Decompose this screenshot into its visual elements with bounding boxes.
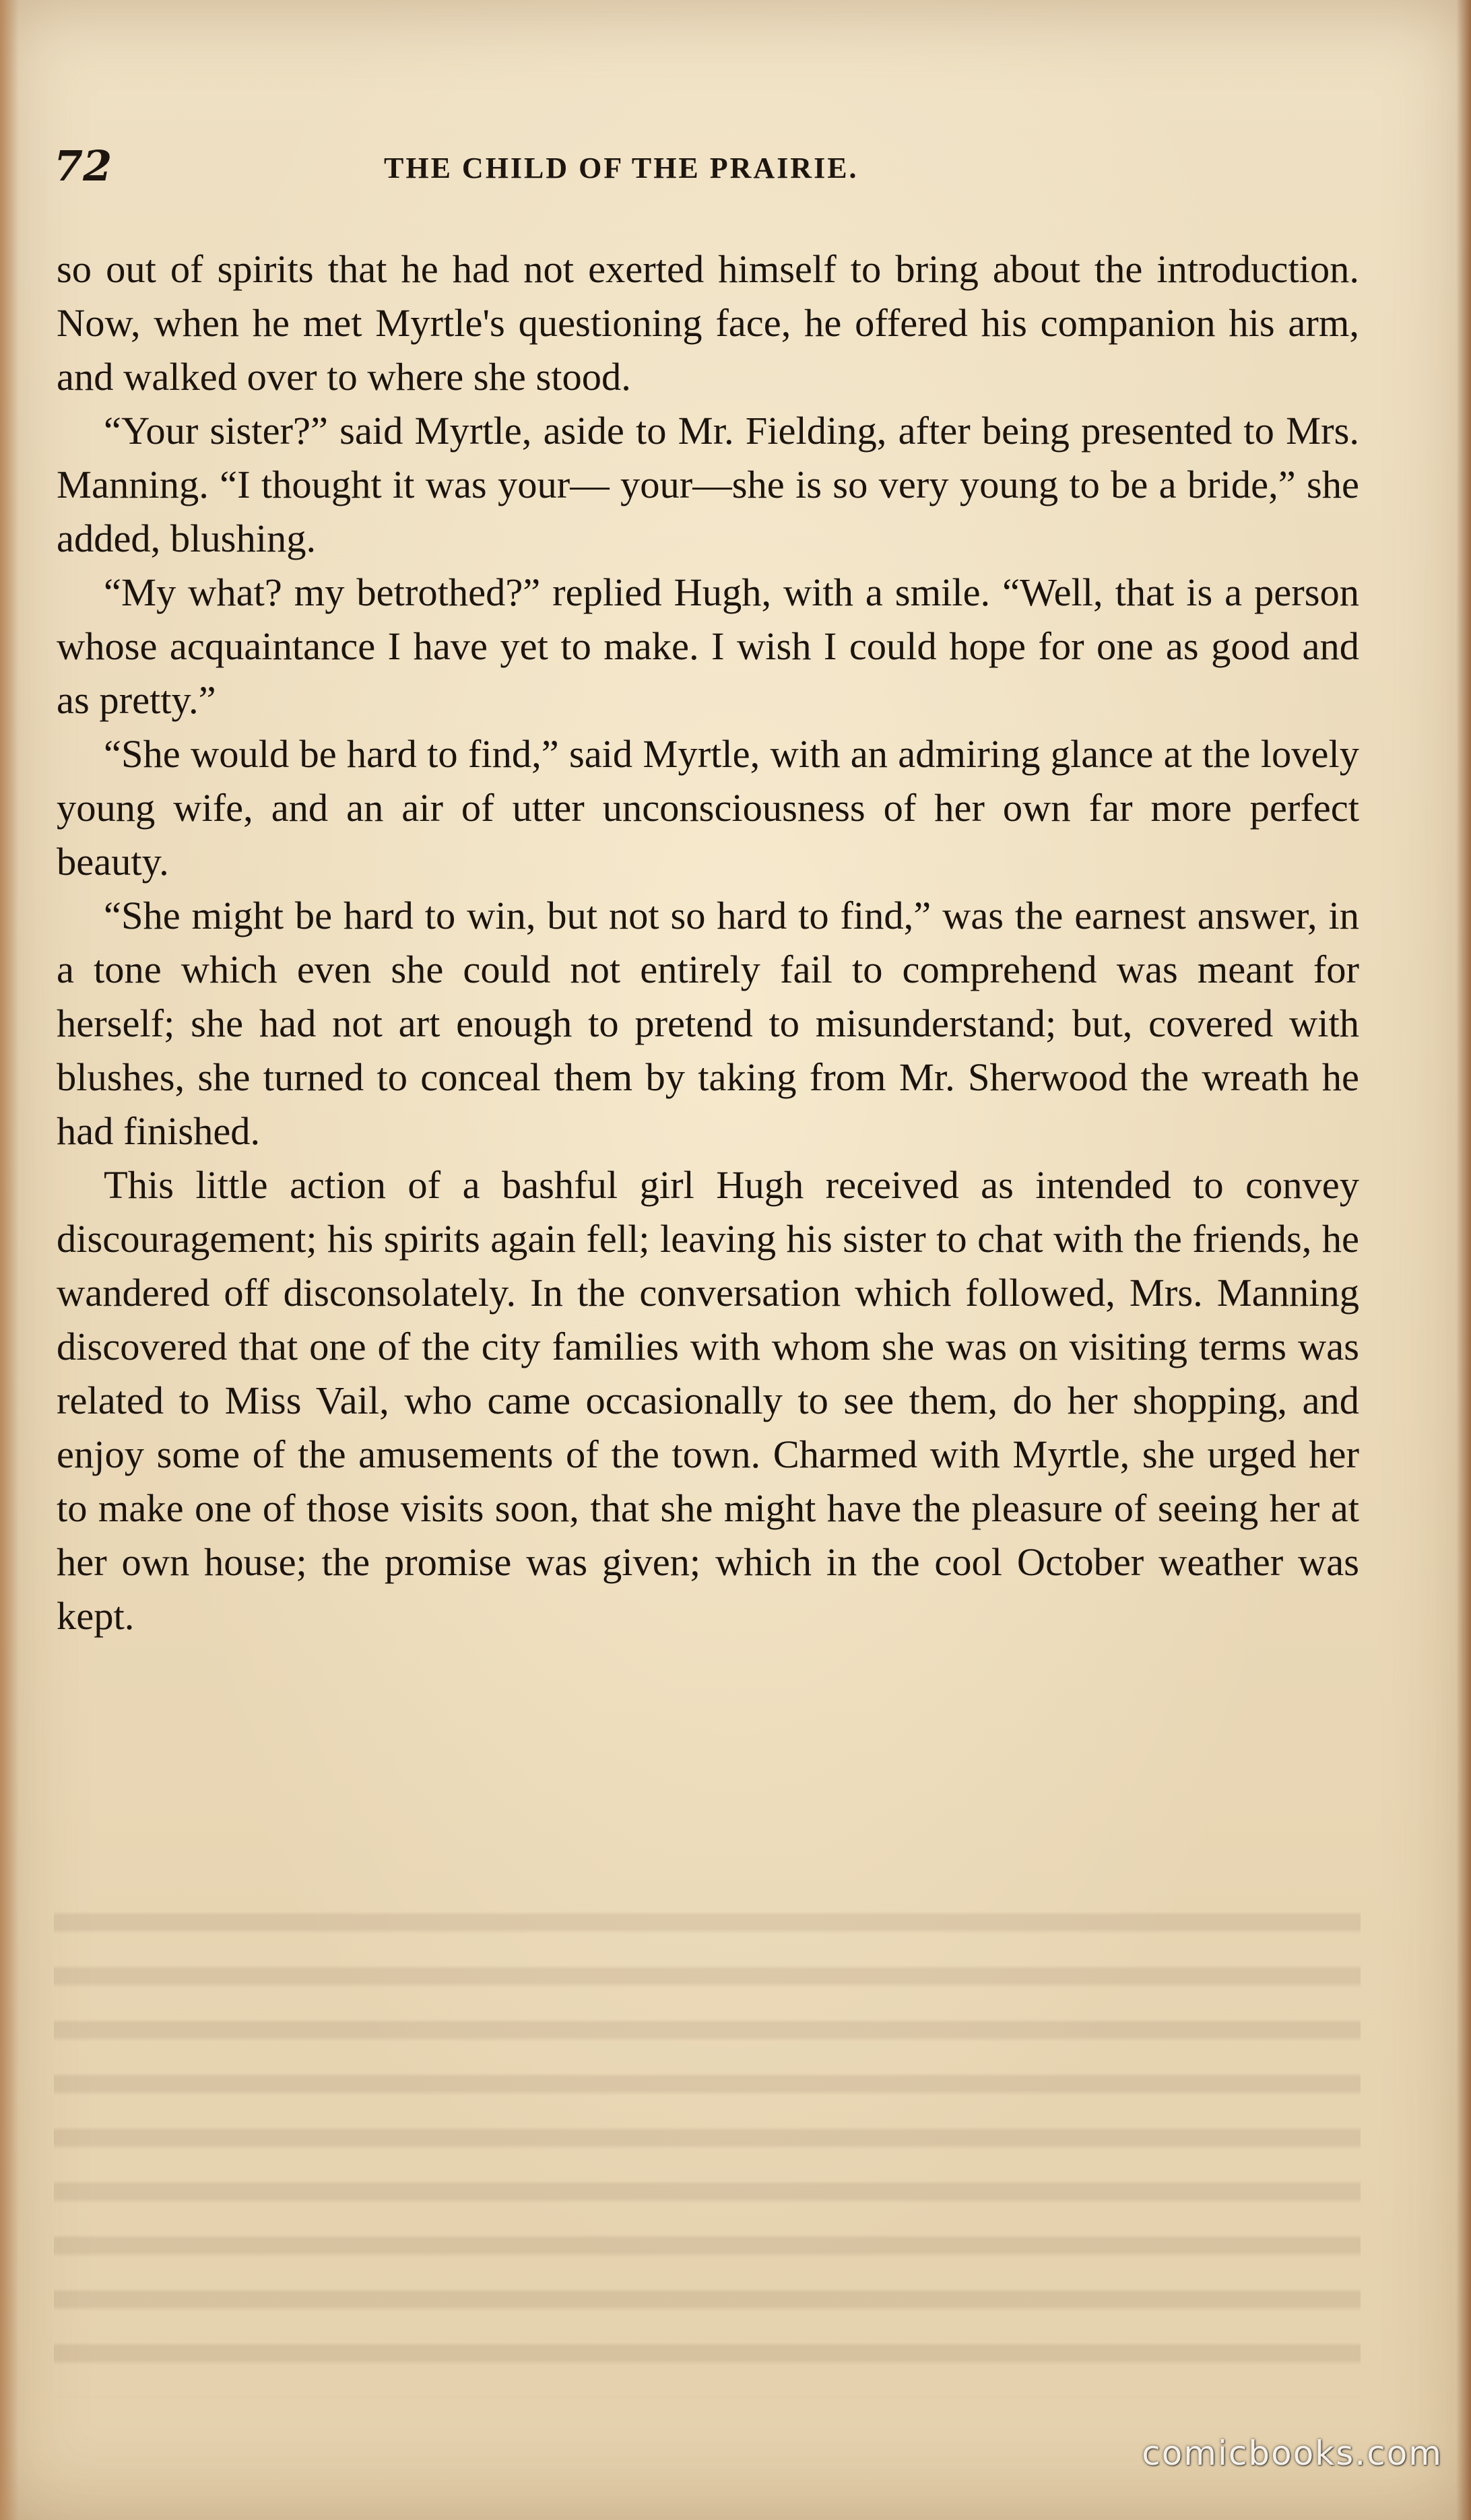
reverse-side-bleed-through (54, 1886, 1361, 2397)
paragraph: “My what? my betrothed?” replied Hugh, with a smile. “Well, that is a person whose acquaintance I have yet to make. I wish I could hope for one as good and as pretty.” (57, 570, 1359, 722)
page-edge-left (0, 0, 19, 2520)
body-text (57, 242, 1359, 1643)
paragraph: so out of spirits that he had not exerted himself to bring about the introduction. Now, when he met Myrtle's questioning face, he offered his companion his arm, and walked over to where she stood. (57, 247, 1359, 399)
page-number: 72 (54, 141, 112, 191)
paragraph: “She would be hard to find,” said Myrtle, with an admiring glance at the lovely young wife, and an air of utter unconsciousness of her own far more perfect beauty. (57, 732, 1359, 884)
paragraph: “Your sister?” said Myrtle, aside to Mr. Fielding, after being presented to Mrs. Manning. “I thought it was your— your—she is so very young to be a bride,” she added, blushing. (57, 409, 1359, 560)
paragraph: “She might be hard to win, but not so hard to find,” was the earnest answer, in a tone which even she could not entirely fail to comprehend was meant for herself; she had not art enough to pretend to misunderstand; but, covered with blushes, she turned to conceal them by taking from Mr. Sherwood the wreath he had finished. (57, 894, 1359, 1153)
page-edge-right (1456, 0, 1471, 2520)
watermark: comicbooks.com (1142, 2434, 1443, 2473)
page-header (54, 141, 1361, 195)
running-head-title: THE CHILD OF THE PRAIRIE. (384, 152, 859, 185)
paragraph: This little action of a bashful girl Hugh received as intended to convey discouragement; his spirits again fell; leaving his sister to chat with the friends, he wandered off disconsolately. In the conversation which followed, Mrs. Manning discovered that one of the city families with whom she was on visiting terms was related to Miss Vail, who came occasionally to see them, do her shopping, and enjoy some of the amusements of the town. Charmed with Myrtle, she urged her to make one of those visits soon, that she might have the pleasure of seeing her at her own house; the promise was given; which in the cool October weather was kept. (57, 1163, 1359, 1638)
